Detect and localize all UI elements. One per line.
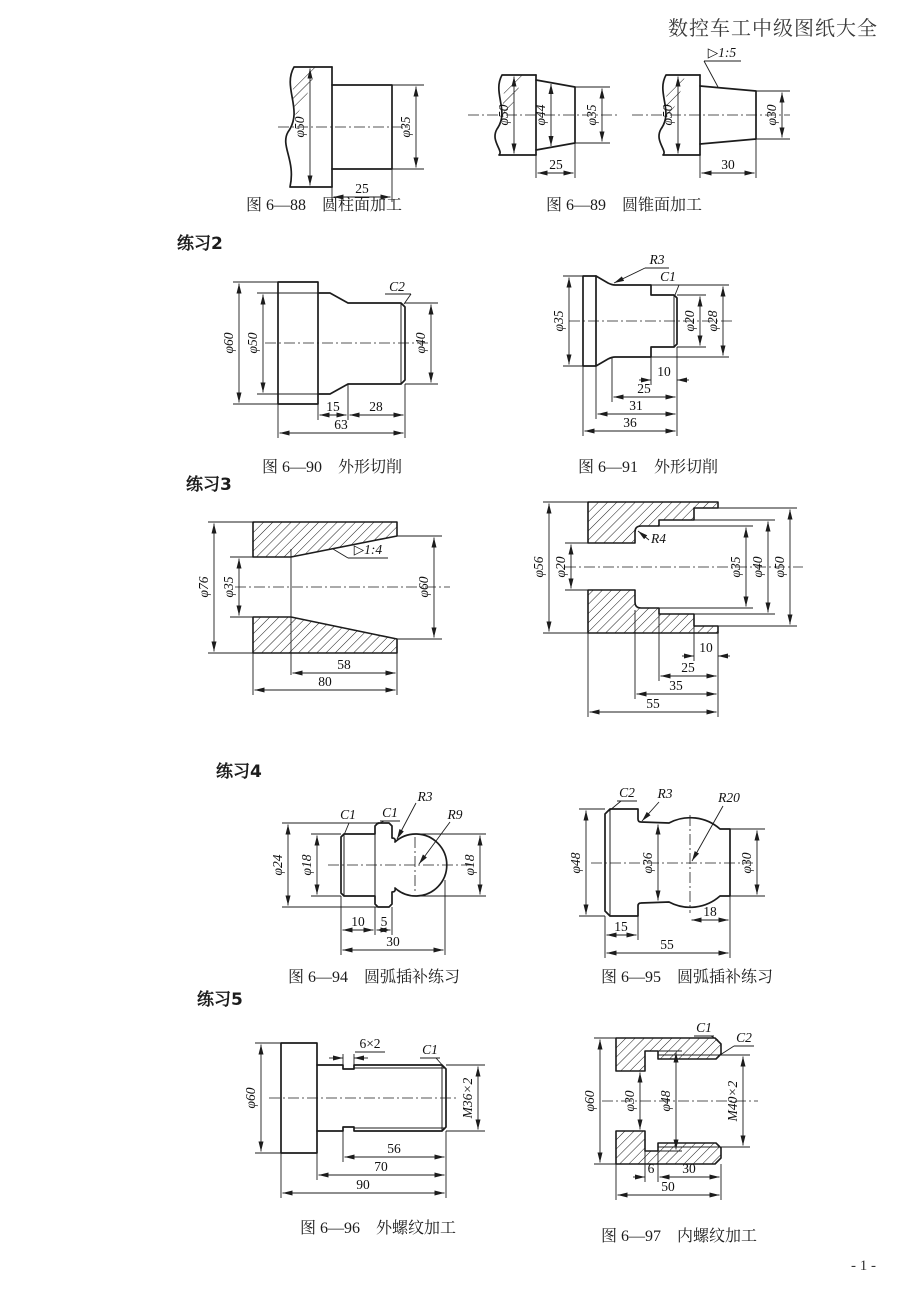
dim-d60: φ60: [582, 1090, 597, 1112]
dim-d44: φ44: [533, 104, 548, 126]
dim-l15: 15: [614, 919, 628, 934]
groove-6x2-label: 6×2: [359, 1036, 381, 1051]
exercise-3-right-drawing: [505, 485, 825, 733]
part-section: [565, 502, 803, 633]
dim-d48: φ48: [658, 1090, 673, 1112]
exercise-2-heading: 练习2: [177, 234, 223, 254]
dim-l6: 6: [647, 1161, 655, 1176]
figure-6-91-caption: 图 6—91 外形切削: [578, 459, 719, 476]
dim-l90: 90: [356, 1177, 370, 1192]
chamfer-c1-label: C1: [660, 269, 676, 284]
figure-6-94-drawing: [258, 785, 513, 963]
exercise-3-heading: 练习3: [186, 475, 232, 495]
dim-d30: φ30: [622, 1090, 637, 1112]
dim-d48: φ48: [568, 852, 583, 874]
dim-l10: 10: [699, 640, 713, 655]
fillet-r3-label: R3: [417, 789, 433, 804]
dim-l25: 25: [355, 181, 369, 196]
dim-l63: 63: [334, 417, 348, 432]
part-outline: [328, 823, 473, 907]
dim-l80: 80: [318, 674, 332, 689]
part-section: [235, 522, 450, 675]
dim-d60: φ60: [243, 1087, 258, 1109]
dim-l10: 10: [657, 364, 671, 379]
figure-6-90-caption: 图 6—90 外形切削: [262, 459, 403, 476]
taper-ratio-label: ▷1:4: [353, 542, 383, 557]
dim-d56: φ56: [531, 556, 546, 578]
radius-r20-label: R20: [718, 790, 740, 805]
dim-l36: 36: [623, 415, 637, 430]
figure-6-97-drawing: [558, 1020, 828, 1215]
dim-d35: φ35: [221, 576, 236, 598]
dim-d20: φ20: [682, 310, 697, 332]
dimensions: [531, 502, 797, 717]
dim-l25: 25: [637, 381, 651, 396]
dim-d60: φ60: [221, 332, 236, 354]
taper-ratio-label: ▷1:5: [707, 45, 737, 60]
fillet-r3-label: R3: [657, 786, 673, 801]
figure-6-96-drawing: [243, 1028, 513, 1213]
dim-d28: φ28: [705, 310, 720, 332]
dim-d40: φ40: [413, 332, 428, 354]
dim-l30: 30: [386, 934, 400, 949]
dim-l25: 25: [681, 660, 695, 675]
part-outline: [269, 1043, 459, 1153]
dimensions: [270, 789, 486, 955]
thread-m36-label: M36×2: [460, 1077, 475, 1119]
figure-6-94-caption: 图 6—94 圆弧插补练习: [288, 969, 461, 986]
fillet-r3-label: R3: [649, 252, 665, 267]
chamfer-c2-label: C2: [389, 279, 405, 294]
chamfer-c1-label: C1: [422, 1042, 438, 1057]
chamfer-c2-label: C2: [619, 785, 635, 800]
dim-d30: φ30: [764, 104, 779, 126]
dim-d40: φ40: [750, 556, 765, 578]
dim-l31: 31: [629, 398, 643, 413]
dim-l30: 30: [721, 157, 735, 172]
dim-l15: 15: [326, 399, 340, 414]
dim-d18a: φ18: [299, 854, 314, 876]
dim-d50: φ50: [292, 116, 307, 138]
dim-d35: φ35: [551, 310, 566, 332]
dim-l58: 58: [337, 657, 351, 672]
dim-d50b: φ50: [660, 104, 675, 126]
dim-d24: φ24: [270, 854, 285, 876]
chamfer-c2-label: C2: [736, 1030, 752, 1045]
dim-d18b: φ18: [462, 854, 477, 876]
figure-6-89-drawing: [460, 45, 810, 213]
exercise-4-heading: 练习4: [216, 762, 262, 782]
dim-d50: φ50: [245, 332, 260, 354]
figure-6-90-drawing: [221, 272, 475, 454]
chamfer-c1b-label: C1: [382, 805, 398, 820]
figure-6-88-drawing: [238, 52, 468, 212]
dim-l25: 25: [549, 157, 563, 172]
dim-l50: 50: [661, 1179, 675, 1194]
dim-d36: φ36: [640, 852, 655, 874]
dim-l55: 55: [646, 696, 660, 711]
dim-l55: 55: [660, 937, 674, 952]
dim-l18: 18: [703, 904, 717, 919]
dimensions: [568, 785, 765, 958]
page-number: - 1 -: [851, 1258, 876, 1274]
dim-d60: φ60: [416, 576, 431, 598]
dimensions: [243, 1036, 485, 1198]
figure-6-96-caption: 图 6—96 外螺纹加工: [300, 1220, 457, 1237]
dim-d50a: φ50: [496, 104, 511, 126]
exercise-3-left-drawing: [150, 470, 480, 715]
dim-l35: 35: [669, 678, 683, 693]
figure-6-97-caption: 图 6—97 内螺纹加工: [601, 1228, 758, 1245]
dim-l56: 56: [387, 1141, 401, 1156]
exercise-5-heading: 练习5: [197, 990, 243, 1010]
dim-l30: 30: [682, 1161, 696, 1176]
thread-m40-label: M40×2: [725, 1080, 740, 1122]
dim-l10: 10: [351, 914, 365, 929]
dim-l70: 70: [374, 1159, 388, 1174]
figure-6-89-caption: 图 6—89 圆锥面加工: [546, 197, 703, 214]
page-header-title: 数控车工中级图纸大全: [668, 18, 878, 40]
dim-d35: φ35: [728, 556, 743, 578]
dimensions: [551, 252, 729, 436]
radius-r9-label: R9: [447, 807, 463, 822]
dim-l28: 28: [369, 399, 383, 414]
figure-6-91-drawing: [553, 250, 785, 458]
dim-d35: φ35: [398, 116, 413, 138]
figure-6-95-drawing: [553, 785, 833, 965]
dim-d20: φ20: [553, 556, 568, 578]
dim-l5: 5: [380, 914, 388, 929]
chamfer-c1-label: C1: [696, 1020, 712, 1035]
chamfer-c1a-label: C1: [340, 807, 356, 822]
fillet-r4-label: R4: [651, 531, 666, 546]
figure-6-95-caption: 图 6—95 圆弧插补练习: [601, 969, 774, 986]
dimensions: [292, 69, 424, 203]
right-dimensions: [660, 45, 790, 178]
dim-d50: φ50: [772, 556, 787, 578]
dim-d76: φ76: [196, 576, 211, 598]
figure-6-88-caption: 图 6—88 圆柱面加工: [246, 197, 403, 214]
dim-d30: φ30: [739, 852, 754, 874]
dim-d35: φ35: [584, 104, 599, 126]
part-outline: [591, 809, 753, 916]
